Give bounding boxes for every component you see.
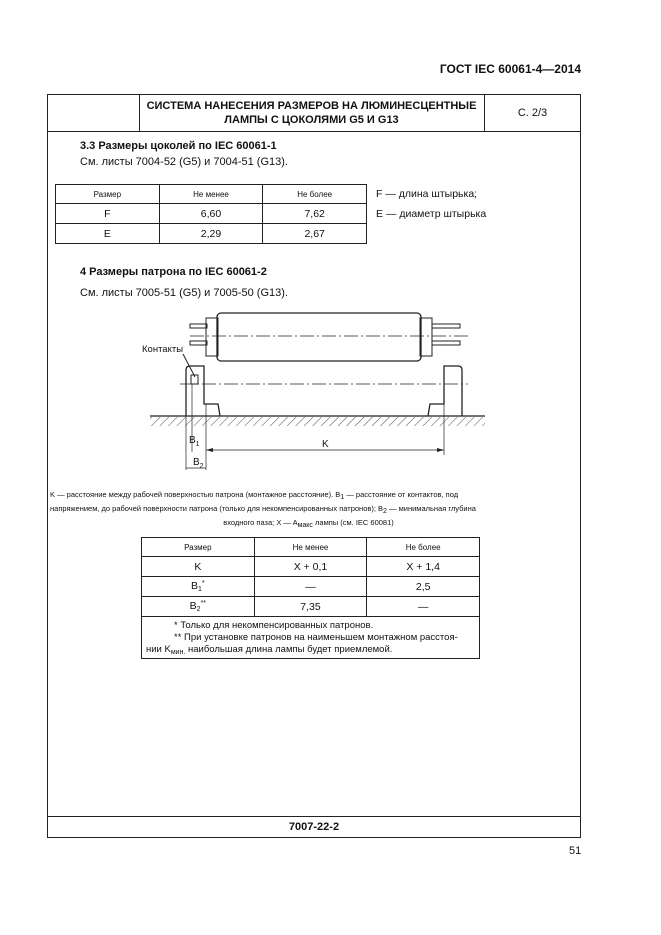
contacts-label: Контакты bbox=[142, 344, 184, 355]
section-3-3-ref: См. листы 7004-52 (G5) и 7004-51 (G13). bbox=[80, 156, 288, 168]
column-header: Размер bbox=[142, 538, 255, 557]
footnote-2-cont: нии $K_{мин.}$ наибольшая длина лампы будет приемлемой. bbox=[146, 644, 393, 656]
column-header: Размер bbox=[56, 185, 160, 204]
column-header: Не менее bbox=[254, 538, 367, 557]
column-header: Не менее bbox=[159, 185, 263, 204]
table-row bbox=[142, 577, 480, 597]
lamp-tube bbox=[217, 313, 421, 361]
column-header: Не более bbox=[367, 538, 480, 557]
lampholder-right bbox=[428, 366, 462, 416]
table-cell: 2,29 bbox=[159, 224, 263, 244]
sheet-title-line1: СИСТЕМА НАНЕСЕНИЯ РАЗМЕРОВ НА ЛЮМИНЕСЦЕНТНЫЕ bbox=[146, 100, 477, 112]
k-label: K bbox=[322, 439, 329, 450]
lampholder-left bbox=[186, 366, 220, 416]
section-3-3-heading: 3.3 Размеры цоколей по IEC 60061-1 bbox=[80, 140, 277, 152]
table-cell: $B_2^{**}$ bbox=[142, 597, 255, 617]
table-cell: X + 0,1 bbox=[254, 557, 367, 577]
table-cell: $B_1^*$ bbox=[142, 577, 255, 597]
legend-f: F — длина штырька; bbox=[376, 188, 478, 200]
table-cell: 2,67 bbox=[263, 224, 367, 244]
table-footnotes bbox=[141, 615, 480, 659]
caption-line: входного паза; X — Aмакс лампы (см. IEC 60081) bbox=[223, 518, 394, 529]
table-cell: K bbox=[142, 557, 255, 577]
page-number: 51 bbox=[569, 845, 582, 857]
column-header: Не более bbox=[263, 185, 367, 204]
table-cell: X + 1,4 bbox=[367, 557, 480, 577]
drawing-caption bbox=[50, 489, 567, 531]
table-cell: 7,62 bbox=[263, 204, 367, 224]
footnote-1: * Только для некомпенсированных патронов. bbox=[174, 620, 374, 631]
footnote-2: ** При установке патронов на наименьшем монтажном расстоя- bbox=[174, 632, 458, 643]
section-4-heading: 4 Размеры патрона по IEC 60061-2 bbox=[80, 266, 267, 278]
b1-label: $B_1$ bbox=[189, 435, 200, 448]
table-cell: — bbox=[254, 577, 367, 597]
sheet-page-ref: С. 2/3 bbox=[517, 107, 548, 119]
section-4-ref: См. листы 7005-51 (G5) и 7005-50 (G13). bbox=[80, 287, 288, 299]
standard-number: ГОСТ IEC 60061-4—2014 bbox=[439, 62, 581, 76]
caption-line: напряжением, до рабочей поверхности патрона (только для некомпенсированных патронов); B2 — минимальная глубина bbox=[50, 504, 476, 515]
b2-label: $B_2$ bbox=[193, 457, 204, 470]
legend-e: E — диаметр штырька bbox=[376, 208, 487, 220]
lamp-cap-right bbox=[420, 318, 432, 356]
sheet-title-line2: ЛАМПЫ С ЦОКОЛЯМИ G5 И G13 bbox=[224, 114, 399, 126]
table-header-row bbox=[142, 538, 480, 557]
table-cell: 7,35 bbox=[254, 597, 367, 617]
table-row bbox=[142, 597, 480, 617]
table-cell: 6,60 bbox=[159, 204, 263, 224]
table-row bbox=[142, 557, 480, 577]
ground-hatching bbox=[150, 417, 485, 426]
table-cell: F bbox=[56, 204, 160, 224]
table-cell: E bbox=[56, 224, 160, 244]
table-cell: — bbox=[367, 597, 480, 617]
lamp-cap-left bbox=[206, 318, 218, 356]
caption-line: K — расстояние между рабочей поверхностью патрона (монтажное расстояние). B1 — расстояние от контактов, под bbox=[50, 490, 459, 501]
holder-dimensions-table bbox=[141, 537, 480, 617]
table-cell: 2,5 bbox=[367, 577, 480, 597]
sheet-code: 7007-22-2 bbox=[48, 816, 580, 837]
